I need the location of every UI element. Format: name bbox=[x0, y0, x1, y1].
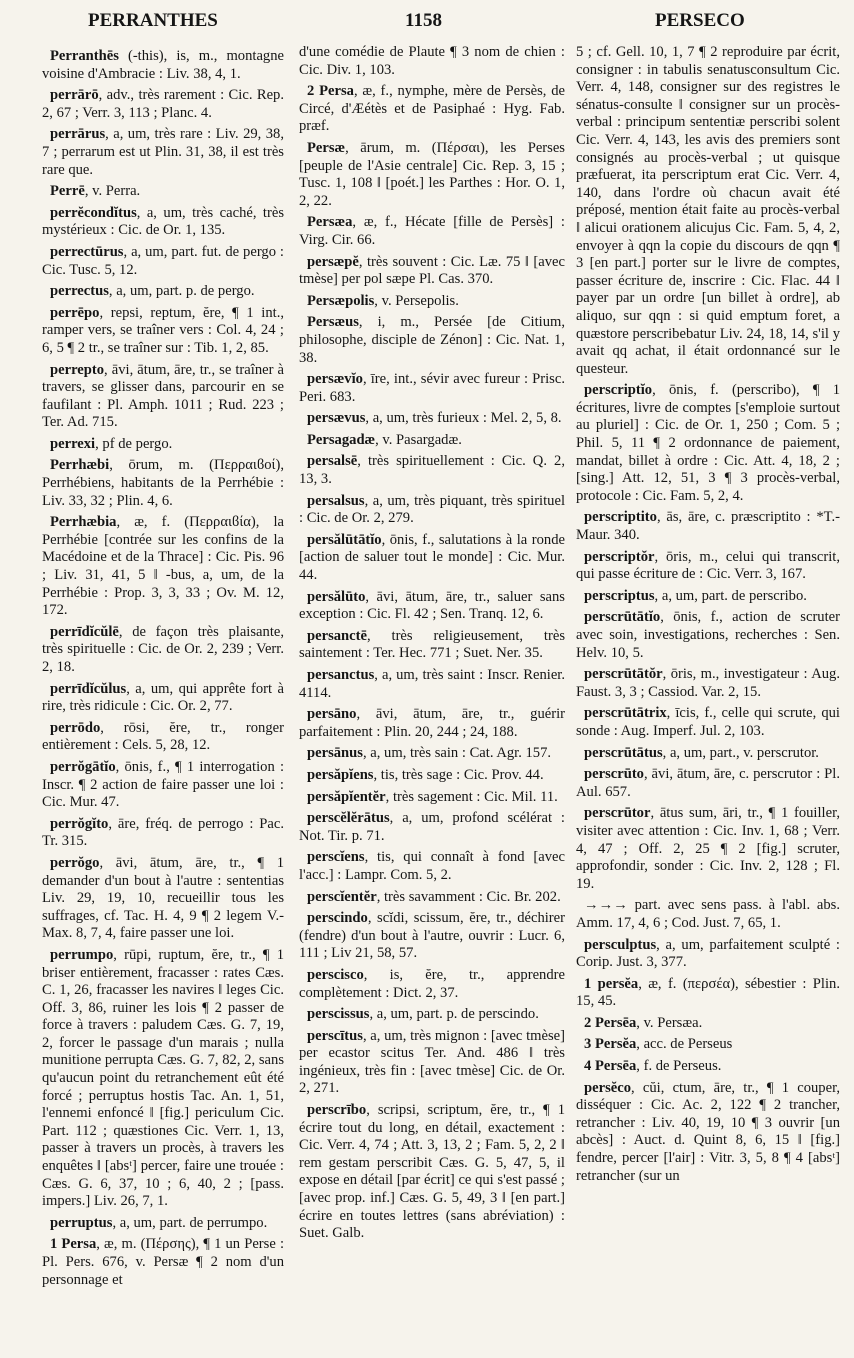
definition-text: , ōnis, f., ¶ 1 interrogation : Inscr. ¶ 2 action de faire passer une loi : Cic. Mur. 47. bbox=[42, 758, 284, 811]
column-3 bbox=[576, 44, 840, 1354]
definition-text: , ōris, m., celui qui transcrit, qui passe écriture de : Cic. Verr. 3, 167. bbox=[576, 548, 840, 583]
definition-text: , a, um, part. p. de pergo. bbox=[108, 283, 255, 300]
definition-text: , īcis, f., celle qui scrute, qui sonde : Aug. Imperf. Jul. 2, 103. bbox=[576, 705, 840, 739]
headword: perrĕcondĭtus bbox=[50, 204, 137, 221]
headword: Persagadæ bbox=[307, 431, 376, 448]
definition-text: part. avec sens pass. à l'abl. abs. Amm. 17, 4, 6 ; Cod. Just. 7, 65, 1. bbox=[576, 897, 840, 931]
headword: persævus bbox=[307, 410, 366, 427]
headword: perrārō bbox=[50, 87, 99, 104]
definition-text: , a, um, très mignon : [avec tmèse] per ecastor scitus Ter. And. 486 ‖ très ingénieux, très fin : [avec tmèse] Cic. de Or. 2, 271. bbox=[299, 1027, 565, 1097]
page-header bbox=[0, 4, 854, 32]
headword: perrīdĭcŭlus bbox=[50, 680, 127, 697]
dictionary-entry bbox=[42, 759, 284, 812]
definition-text: , a, um, part. de perrumpo. bbox=[112, 1214, 268, 1231]
headword: 1 persĕa bbox=[584, 975, 639, 992]
headword: persanctus bbox=[307, 667, 375, 683]
dictionary-entry bbox=[576, 44, 840, 378]
definition-text: , de façon très plaisante, très spirituelle : Cic. de Or. 2, 239 ; Verr. 2, 18. bbox=[42, 623, 284, 675]
dictionary-entry bbox=[299, 767, 565, 785]
dictionary-entry bbox=[576, 609, 840, 662]
dictionary-entry bbox=[299, 293, 565, 311]
headword: perrexi bbox=[50, 435, 96, 452]
definition-text: , très souvent : Cic. Læ. 75 ‖ [avec tmèse] per pol sæpe Pl. Cas. 370. bbox=[299, 253, 565, 288]
definition-text: , a, um, qui apprête fort à rire, très ridicule : Cic. Or. 2, 77. bbox=[42, 680, 284, 715]
dictionary-entry bbox=[42, 436, 284, 454]
headword: perrectūrus bbox=[50, 243, 124, 260]
dictionary-entry bbox=[42, 816, 284, 851]
definition-text: , āvi, ātum, āre, tr., guérir parfaitement : Plin. 20, 244 ; 24, 188. bbox=[299, 706, 565, 740]
headword: perscĕlĕrātus bbox=[307, 810, 390, 827]
dictionary-entry bbox=[42, 720, 284, 755]
arrow-right-icon: →→→ bbox=[584, 897, 628, 914]
headword: Perrē bbox=[50, 183, 85, 200]
definition-text: , āvi, ātum, āre, tr., ¶ 1 demander d'un bout à l'autre : sententias Liv. 29, 19, 10, recueillir tous les suffrages, cf. Tac. H. 4, 9 ¶ 2 legem V.-Max. 8, 7, 4, faire passer une loi. bbox=[42, 854, 284, 942]
headword: perscriptŏr bbox=[584, 548, 655, 565]
definition-text: , v. Persepolis. bbox=[374, 292, 459, 309]
running-head-left: PERRANTHES bbox=[88, 10, 218, 31]
column-1 bbox=[42, 44, 284, 1354]
dictionary-entry bbox=[576, 382, 840, 505]
headword: persălūto bbox=[307, 588, 366, 605]
dictionary-entry bbox=[576, 897, 840, 932]
headword: perscrūtātus bbox=[584, 744, 663, 761]
dictionary-entry bbox=[299, 910, 565, 963]
dictionary-entry bbox=[42, 1215, 284, 1233]
headword: perrectus bbox=[50, 283, 109, 300]
headword: persæpĕ bbox=[307, 253, 359, 270]
headword: 3 Persĕa bbox=[584, 1036, 637, 1053]
headword: Persæpolis bbox=[307, 292, 375, 309]
dictionary-entry bbox=[42, 205, 284, 240]
dictionary-entry bbox=[576, 666, 840, 701]
dictionary-entry bbox=[576, 509, 840, 544]
headword: persălūtātĭo bbox=[307, 531, 382, 548]
dictionary-entry bbox=[42, 855, 284, 943]
dictionary-entry bbox=[299, 453, 565, 488]
dictionary-entry bbox=[299, 493, 565, 528]
dictionary-entry bbox=[299, 889, 565, 907]
definition-text: , æ, f., Hécate [fille de Persès] : Virg. Cir. 66. bbox=[299, 214, 565, 248]
definition-text: , cŭi, ctum, āre, tr., ¶ 1 couper, disséquer : Cic. Ac. 2, 122 ¶ 2 trancher, retrancher : Liv. 40, 19, 10 ¶ 3 ouvrir [un abcès] : Auct. d. Quint 8, 6, 15 ‖ [fig.] fendre, percer [l'air] : Vitr. 3, 5, 8 ¶ 4 [absᵗ] retrancher (sur un bbox=[576, 1079, 840, 1184]
dictionary-entry bbox=[576, 1036, 840, 1054]
page-number: 1158 bbox=[405, 10, 442, 31]
dictionary-entry bbox=[42, 48, 284, 83]
dictionary-entry bbox=[299, 1102, 565, 1243]
dictionary-entry bbox=[299, 532, 565, 585]
definition-text: , æ, m. (Πέρσης), ¶ 1 un Perse : Pl. Pers. 676, v. Persæ ¶ 2 nom d'un personnage et bbox=[42, 1236, 284, 1288]
definition-text: , āvi, ātum, āre, c. perscrutor : Pl. Aul. 657. bbox=[576, 766, 840, 800]
headword: 2 Persa bbox=[307, 83, 354, 100]
headword: 2 Persēa bbox=[584, 1014, 637, 1031]
headword: perrŏgĭto bbox=[50, 815, 109, 832]
headword: persalsē bbox=[307, 453, 358, 470]
headword: perscissus bbox=[307, 1006, 370, 1023]
dictionary-entry bbox=[576, 588, 840, 606]
headword: persăpĭentĕr bbox=[307, 788, 386, 805]
definition-text: , ōrum, m. (Περραιϐοί), Perrhébiens, habitants de la Perrhébie : Liv. 33, 32 ; Plin. 4, 6. bbox=[42, 457, 284, 509]
headword: perscriptito bbox=[584, 509, 657, 526]
dictionary-entry bbox=[299, 667, 565, 702]
dictionary-entry bbox=[299, 410, 565, 428]
definition-text: , ātus sum, āri, tr., ¶ 1 fouiller, visiter avec attention : Cic. Inv. 1, 68 ; Verr. 4, 47 ; Off. 2, 25 ¶ 2 [fig.] scruter, approfondir, sonder : Cic. Inv. 2, 128 ; Fl. 19. bbox=[576, 805, 840, 892]
definition-text: , f. de Perseus. bbox=[636, 1058, 722, 1075]
headword: perrŏgātĭo bbox=[50, 758, 116, 775]
dictionary-entry bbox=[299, 44, 565, 79]
definition-text: , très religieusement, très saintement : Ter. Hec. 771 ; Suet. Ner. 35. bbox=[299, 627, 565, 662]
dictionary-entry bbox=[576, 549, 840, 584]
definition-text: , is, ĕre, tr., apprendre complètement : Dict. 2, 37. bbox=[299, 966, 565, 1001]
dictionary-entry bbox=[42, 457, 284, 510]
definition-text: , scĭdi, scissum, ĕre, tr., déchirer (fendre) d'un bout à l'autre, ouvrir : Lucr. 6, 111 ; Liv 21, 58, 57. bbox=[299, 910, 565, 962]
headword: 4 Persēa bbox=[584, 1058, 637, 1075]
dictionary-entry bbox=[299, 967, 565, 1002]
definition-text: 5 ; cf. Gell. 10, 1, 7 ¶ 2 reproduire par écrit, consigner : in tabulis senatusconsultum Cic. Verr. 4, 148, consigner sur des registres le sénatus-consulte ‖ consigner sur un procès-verbal : principum sententiæ perscribi solent Cic. Verr. 4, 143, les avis des premiers sont consignés au procès-verbal ; ut quisque præfuerat, ita perscriptum erat Cic. Verr. 4, 140, dans l'ordre où chacun avait été préposé, mention était faite au procès-verbal ‖ alicui orationem alicujus Cic. Fam. 5, 4, 2, envoyer à qqn la copie du discours de qqn ¶ 3 [en part.] porter sur le livre de comptes, passer écriture de, inscrire : Cic. Flac. 44 ‖ payer par un ordre [un billet à ordre], ab aliquo, sur qqn : si quid emptum foret, a quæstore perscribebatur Liv. 24, 18, 14, s'il y avait qq achat, il était ordonnancé sur le questeur. bbox=[576, 44, 840, 377]
headword: perscrūtor bbox=[584, 805, 651, 822]
headword: persăpĭens bbox=[307, 766, 374, 783]
headword: perscītus bbox=[307, 1027, 363, 1044]
headword: perrumpo bbox=[50, 946, 114, 963]
column-2 bbox=[299, 44, 565, 1354]
headword: persculptus bbox=[584, 936, 657, 953]
headword: perscisco bbox=[307, 966, 364, 983]
definition-text: , pf de pergo. bbox=[95, 435, 173, 452]
definition-text: , āvi, ātum, āre, tr., saluer sans exception : Cic. Fl. 42 ; Sen. Tranq. 12, 6. bbox=[299, 588, 565, 623]
headword: persævĭo bbox=[307, 371, 363, 388]
definition-text: , āvi, ātum, āre, tr., se traîner à travers, se glisser dans, parcourir en se faufilant : Pl. Amph. 1011 ; Rud. 223 ; Ter. Ad. 715. bbox=[42, 361, 284, 431]
headword: Perrhæbia bbox=[50, 514, 117, 531]
headword: perscrūtātĭo bbox=[584, 609, 661, 626]
headword: perruptus bbox=[50, 1214, 113, 1231]
headword: perscriptĭo bbox=[584, 382, 653, 399]
definition-text: , a, um, part. de perscribo. bbox=[654, 587, 807, 604]
headword: 1 Persa bbox=[50, 1236, 97, 1253]
definition-text: (-this), is, m., montagne voisine d'Ambracie : Liv. 38, 4, 1. bbox=[42, 48, 284, 82]
headword: Persæ bbox=[307, 139, 346, 156]
dictionary-entry bbox=[42, 681, 284, 716]
definition-text: , ōnis, f., action de scruter avec soin, investigations, recherches : Sen. Helv. 10, 5. bbox=[576, 609, 840, 661]
definition-text: , très sagement : Cic. Mil. 11. bbox=[385, 788, 558, 805]
definition-text: , a, um, très piquant, très spirituel : Cic. de Or. 2, 279. bbox=[299, 492, 565, 527]
definition-text: , ōnis, f. (perscribo), ¶ 1 écritures, livre de comptes [s'emploie surtout au pluriel] : Cic. de Or. 1, 250 ; Com. 5 ; Phil. 5, 11 ¶ 2 ordonnance de paiement, mandat, billet à ordre : Cic. Att. 4, 18, 2 ; [sing.] Att. 12, 51, 3 ¶ 3 procès-verbal, protocole : Cic. Fam. 5, 2, 4. bbox=[576, 382, 840, 504]
definition-text: d'une comédie de Plaute ¶ 3 nom de chien : Cic. Div. 1, 103. bbox=[299, 44, 565, 78]
dictionary-entry bbox=[42, 947, 284, 1211]
headword: persĕco bbox=[584, 1079, 632, 1096]
dictionary-entry bbox=[299, 1028, 565, 1098]
dictionary-entry bbox=[299, 371, 565, 406]
headword: perscĭentĕr bbox=[307, 888, 377, 905]
dictionary-entry bbox=[42, 126, 284, 179]
dictionary-entry bbox=[299, 140, 565, 210]
definition-text: , ōris, m., investigateur : Aug. Faust. 3, 3 ; Cassiod. Var. 2, 15. bbox=[576, 666, 840, 700]
definition-text: , æ, f., nymphe, mère de Persès, de Circé, d'Æétès et de Pasiphaé : Hyg. Fab. præf. bbox=[299, 83, 565, 135]
headword: persānus bbox=[307, 745, 363, 762]
headword: persalsus bbox=[307, 492, 365, 509]
headword: perscrūto bbox=[584, 766, 644, 783]
dictionary-entry bbox=[299, 745, 565, 763]
dictionary-entry bbox=[576, 1058, 840, 1076]
definition-text: , acc. de Perseus bbox=[636, 1036, 733, 1053]
dictionary-entry bbox=[299, 706, 565, 741]
headword: perrōdo bbox=[50, 719, 101, 736]
definition-text: , rōsi, ĕre, tr., ronger entièrement : Cels. 5, 28, 12. bbox=[42, 719, 284, 754]
headword: perscrībo bbox=[307, 1102, 367, 1119]
definition-text: , v. Perra. bbox=[84, 183, 141, 200]
dictionary-entry bbox=[299, 254, 565, 289]
dictionary-entry bbox=[576, 766, 840, 801]
definition-text: , repsi, reptum, ĕre, ¶ 1 int., ramper vers, se traîner vers : Col. 4, 24 ; 6, 5 ¶ 2 tr., se traîner sur : Tib. 1, 2, 85. bbox=[42, 304, 284, 356]
definition-text: , a, um, part., v. perscrutor. bbox=[662, 744, 819, 761]
headword: Persæa bbox=[307, 214, 353, 231]
headword: perrīdĭcŭlē bbox=[50, 623, 119, 640]
definition-text: , a, um, très sain : Cat. Agr. 157. bbox=[362, 745, 552, 762]
dictionary-entry bbox=[299, 1006, 565, 1024]
dictionary-entry bbox=[42, 362, 284, 432]
headword: perscindo bbox=[307, 910, 368, 927]
dictionary-entry bbox=[576, 1080, 840, 1186]
dictionary-entry bbox=[42, 305, 284, 358]
dictionary-entry bbox=[42, 87, 284, 122]
definition-text: , adv., très rarement : Cic. Rep. 2, 67 ; Verr. 3, 113 ; Planc. 4. bbox=[42, 87, 284, 121]
dictionary-entry bbox=[299, 789, 565, 807]
dictionary-entry bbox=[42, 514, 284, 620]
definition-text: , ās, āre, c. præscriptito : *T.-Maur. 340. bbox=[576, 509, 840, 544]
headword: perrŏgo bbox=[50, 854, 100, 871]
definition-text: , très savamment : Cic. Br. 202. bbox=[376, 888, 561, 905]
headword: persāno bbox=[307, 706, 357, 723]
definition-text: , tis, qui connaît à fond [avec l'acc.] : Lampr. Com. 5, 2. bbox=[299, 849, 565, 883]
definition-text: , a, um, très furieux : Mel. 2, 5, 8. bbox=[365, 410, 562, 427]
definition-text: , i, m., Persée [de Citium, philosophe, disciple de Zénon] : Cic. Nat. 1, 38. bbox=[299, 314, 565, 366]
definition-text: , v. Pasargadæ. bbox=[375, 431, 462, 448]
dictionary-entry bbox=[42, 624, 284, 677]
definition-text: , v. Persæa. bbox=[636, 1014, 703, 1031]
dictionary-entry bbox=[299, 849, 565, 884]
headword: persanctē bbox=[307, 627, 367, 644]
dictionary-entry bbox=[299, 628, 565, 663]
dictionary-entry bbox=[299, 214, 565, 249]
dictionary-entry bbox=[42, 244, 284, 279]
dictionary-entry bbox=[299, 589, 565, 624]
dictionary-entry bbox=[299, 314, 565, 367]
headword: perscĭens bbox=[307, 849, 365, 866]
dictionary-entry bbox=[299, 810, 565, 845]
definition-text: , tis, très sage : Cic. Prov. 44. bbox=[373, 766, 544, 783]
headword: Perrhæbi bbox=[50, 457, 110, 474]
definition-text: , īre, int., sévir avec fureur : Prisc. Peri. 683. bbox=[299, 371, 565, 405]
definition-text: , a, um, part. p. de perscindo. bbox=[369, 1006, 539, 1023]
dictionary-entry bbox=[42, 183, 284, 201]
running-head-right: PERSECO bbox=[655, 10, 745, 31]
headword: perscriptus bbox=[584, 587, 655, 604]
headword: perscrūtātŏr bbox=[584, 666, 663, 683]
definition-text: , a, um, très rare : Liv. 29, 38, 7 ; perrarum est ut Plin. 31, 38, il est très rare que. bbox=[42, 126, 284, 178]
headword: perrārus bbox=[50, 126, 106, 143]
dictionary-entry bbox=[576, 705, 840, 740]
definition-text: , a, um, part. fut. de pergo : Cic. Tusc. 5, 12. bbox=[42, 243, 284, 278]
headword: perscrūtātrix bbox=[584, 705, 667, 722]
definition-text: , scripsi, scriptum, ĕre, tr., ¶ 1 écrire tout du long, en détail, exactement : Cic. Verr. 4, 74 ; Att. 3, 13, 2 ; Fam. 5, 2, 2 ‖ rem gestam perscribit Cæs. G. 5, 47, 5, il expose en détail [par écrit] ce qui s'est passé ; [avec prop. inf.] Cæs. G. 5, 49, 3 ‖ [en part.] écrire en toutes lettres (sans abréviation) : Suet. Galb. bbox=[299, 1102, 565, 1242]
dictionary-entry bbox=[576, 805, 840, 893]
definition-text: , ārum, m. (Πέρσαι), les Perses [peuple de l'Asie centrale] Cic. Rep. 3, 15 ; Tusc. 1, 108 ‖ [poét.] les Parthes : Hor. O. 1, 2, 22. bbox=[299, 139, 565, 209]
dictionary-entry bbox=[42, 1236, 284, 1289]
headword: Perranthēs bbox=[50, 48, 119, 64]
headword: Persæus bbox=[307, 314, 359, 331]
definition-text: , rūpi, ruptum, ĕre, tr., ¶ 1 briser entièrement, fracasser : rates Cæs. C. 1, 26, fracasser les navires ‖ leges Cic. Off. 3, 86, ruiner les lois ¶ 2 passer de force à travers : paludem Cæs. G. 7, 19, 2, forcer le passage d'un marais ; nulla munitione perrupta Cæs. G. 7, 82, 2, sans qu'aucun point du retranchement eût été forcé ; perruptus hostis Tac. An. 1, 51, l'ennemi enfoncé ‖ [fig.] periculum Cic. Part. 112 ; quæstiones Cic. Verr. 1, 13, passer à travers un procès, à travers les enquêtes ‖ [absᵗ] percer, faire une trouée : Cæs. G. 6, 37, 10 ; 6, 40, 2 ; [pass. impers.] Liv. 26, 7, 1. bbox=[42, 946, 284, 1210]
dictionary-entry bbox=[299, 432, 565, 450]
headword: perrēpo bbox=[50, 304, 100, 321]
dictionary-entry bbox=[576, 1015, 840, 1033]
dictionary-entry bbox=[576, 937, 840, 972]
definition-text: , a, um, très caché, très mystérieux : Cic. de Or. 1, 135. bbox=[42, 204, 284, 239]
definition-text: , a, um, profond scélérat : Not. Tir. p. 71. bbox=[299, 810, 565, 844]
dictionary-entry bbox=[42, 283, 284, 301]
dictionary-entry bbox=[299, 83, 565, 136]
definition-text: , ōnis, f., salutations à la ronde [action de saluer tout le monde] : Cic. Mur. 44. bbox=[299, 531, 565, 584]
definition-text: , æ, f. (περσέα), sébestier : Plin. 15, 45. bbox=[576, 975, 840, 1010]
definition-text: , a, um, parfaitement sculpté : Corip. Just. 3, 377. bbox=[576, 936, 840, 971]
dictionary-entry bbox=[576, 976, 840, 1011]
definition-text: , a, um, très saint : Inscr. Renier. 4114. bbox=[299, 667, 565, 701]
dictionary-entry bbox=[576, 745, 840, 763]
dictionary-columns bbox=[0, 44, 854, 1354]
definition-text: , très spirituellement : Cic. Q. 2, 13, 3. bbox=[299, 453, 565, 488]
definition-text: , æ, f. (Περραιϐία), la Perrhébie [contrée sur les confins de la Macédoine et de la Thrace] : Cic. Pis. 96 ; Liv. 31, 41, 5 ‖ -bus, a, um, de la Perrhébie : Prop. 3, 3, 33 ; Ov. M. 12, 172. bbox=[42, 514, 284, 619]
definition-text: , āre, fréq. de perrogo : Pac. Tr. 315. bbox=[42, 815, 284, 850]
headword: perrepto bbox=[50, 361, 105, 378]
